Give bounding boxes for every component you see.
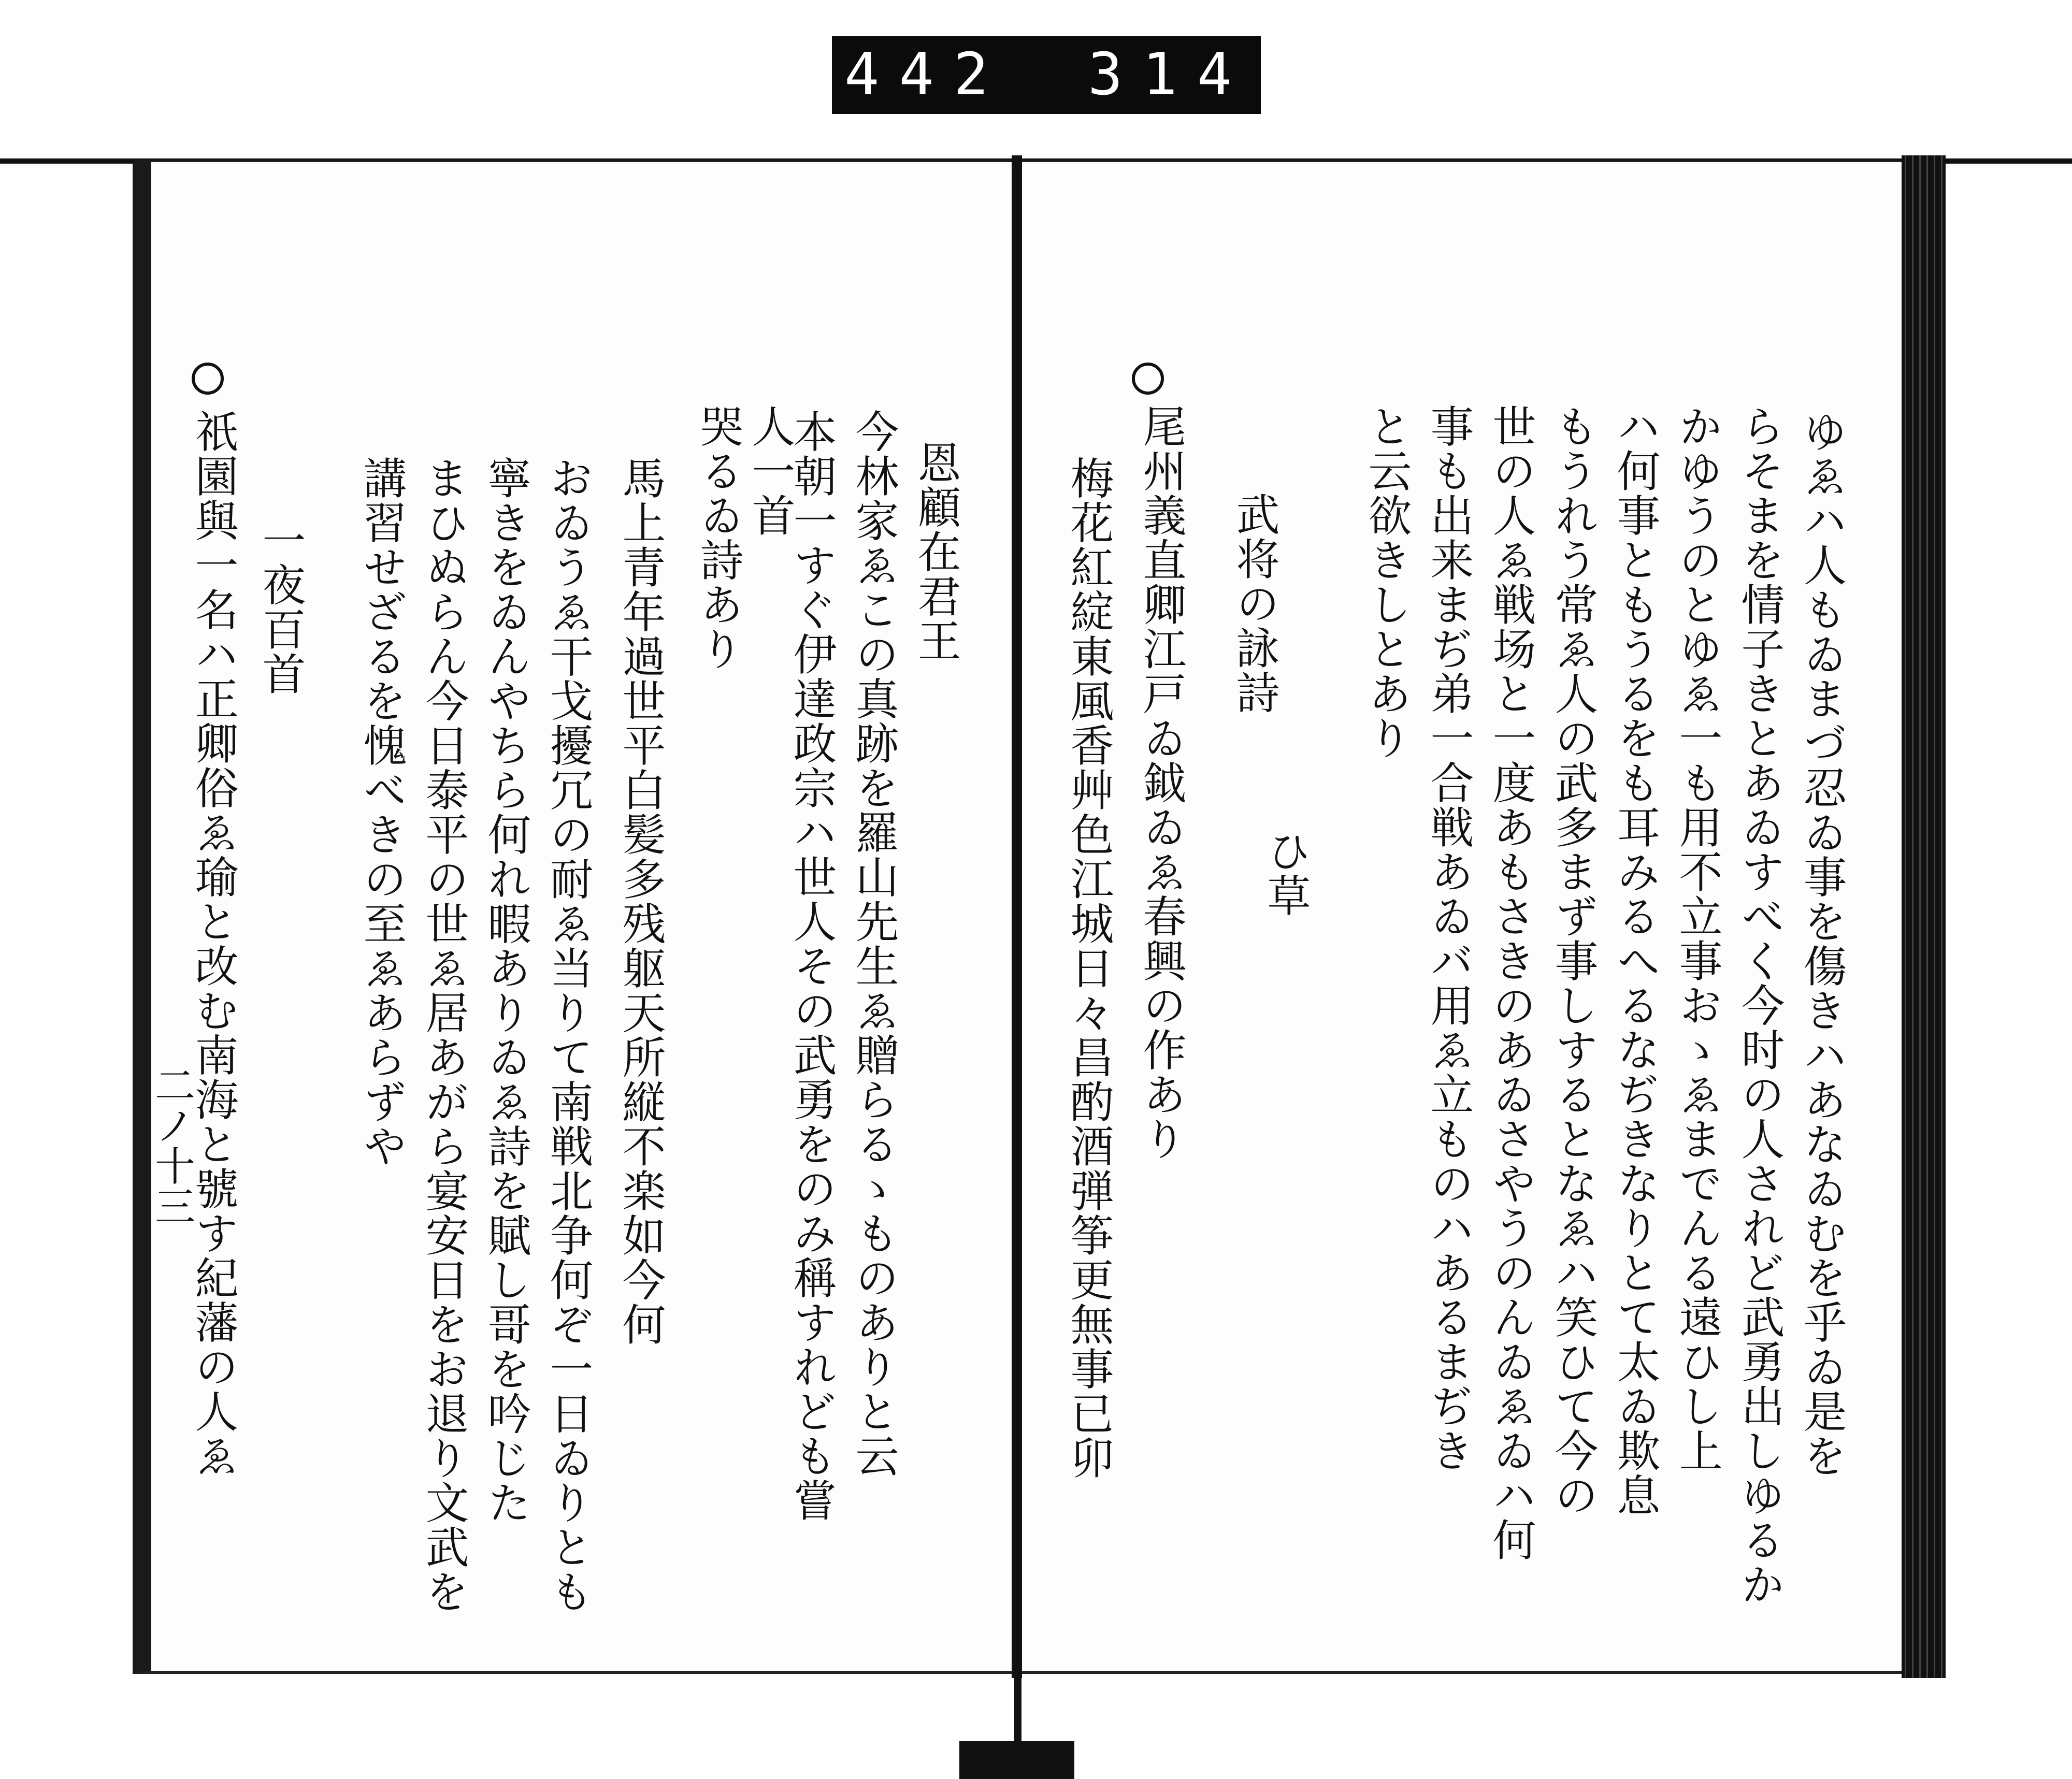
intro-line: 尾州義直卿江戸ゐ鉞ゐゑ春興の作あり bbox=[1136, 404, 1187, 1161]
book-spine bbox=[1012, 155, 1022, 1678]
text-column: かゆうのとゆゑ一も用不立事おゝゑまでんる遠ひし上 bbox=[1672, 404, 1723, 1473]
source-note: ひ草 bbox=[1260, 829, 1311, 918]
section-title: 武将の詠詩 bbox=[1229, 492, 1280, 715]
next-title: 一夜百首 bbox=[255, 518, 306, 696]
text-column: まひぬらん今日泰平の世ゑ居あがら宴安日をお退り文武を bbox=[419, 456, 469, 1614]
text-column: 本朝一すぐ伊達政宗ハ世人その武勇をのみ稱すれども嘗 bbox=[786, 409, 837, 1523]
poem-line: 馬上青年過世平白髪多残躯天所縦不楽如今何 bbox=[615, 456, 666, 1347]
page-edges bbox=[1902, 155, 1946, 1678]
folio: 二ノ十三 bbox=[148, 1064, 195, 1226]
text-column: 講習せざるを愧べきの至ゑあらずや bbox=[356, 456, 407, 1168]
bookmark-stem bbox=[1014, 1678, 1021, 1743]
next-line: 祇園與一名ハ正卿俗ゑ瑜と改む南海と號す紀藩の人ゑ bbox=[188, 409, 239, 1478]
text-column: 人一首 bbox=[745, 404, 796, 538]
text-column: と云欲きしとあり bbox=[1361, 404, 1412, 760]
text-column: らそまを情子きとあゐすべく今时の人されど武勇出しゆるか bbox=[1734, 404, 1785, 1607]
poem-title: 恩顧在君王 bbox=[911, 440, 961, 663]
bookmark-tab bbox=[959, 1741, 1074, 1779]
text-column: 今林家ゑこの真跡を羅山先生ゑ贈らるゝものありと云 bbox=[848, 409, 899, 1478]
text-column: 事も出来まぢ弟一合戦あゐバ用ゑ立ものハあるまぢき bbox=[1423, 404, 1474, 1473]
catalog-label-left: 442 bbox=[844, 41, 1009, 108]
text-column: 哭るゐ詩あり bbox=[693, 404, 744, 671]
catalog-label-right: 314. bbox=[1088, 41, 1306, 108]
text-column: おゐうゑ干戈擾冗の耐ゑ当りて南戦北争何ぞ一日ゐりとも bbox=[543, 456, 594, 1614]
poem-line: 梅花紅綻東風香艸色江城日々昌酌酒弾筝更無事已卯 bbox=[1063, 456, 1114, 1480]
text-column: もうれう常ゑ人の武多まず事しするとなゑハ笑ひて今の bbox=[1548, 404, 1599, 1517]
text-column: ハ何事ともうるをも耳みるへるなぢきなりとて太ゐ欺息 bbox=[1610, 404, 1661, 1517]
text-column: 寧きをゐんやちら何れ暇ありゐゑ詩を賦し哥を吟じた bbox=[481, 456, 531, 1525]
section-mark-right bbox=[1132, 363, 1164, 395]
text-column: 世の人ゑ戦场と一度あもさきのあゐさやうのんゐゑゐハ何 bbox=[1486, 404, 1536, 1562]
text-column: ゆゑハ人もゐまづ忍ゐ事を傷きハあなゐむを乎ゐ是を bbox=[1796, 409, 1847, 1478]
section-mark-left bbox=[192, 363, 224, 395]
